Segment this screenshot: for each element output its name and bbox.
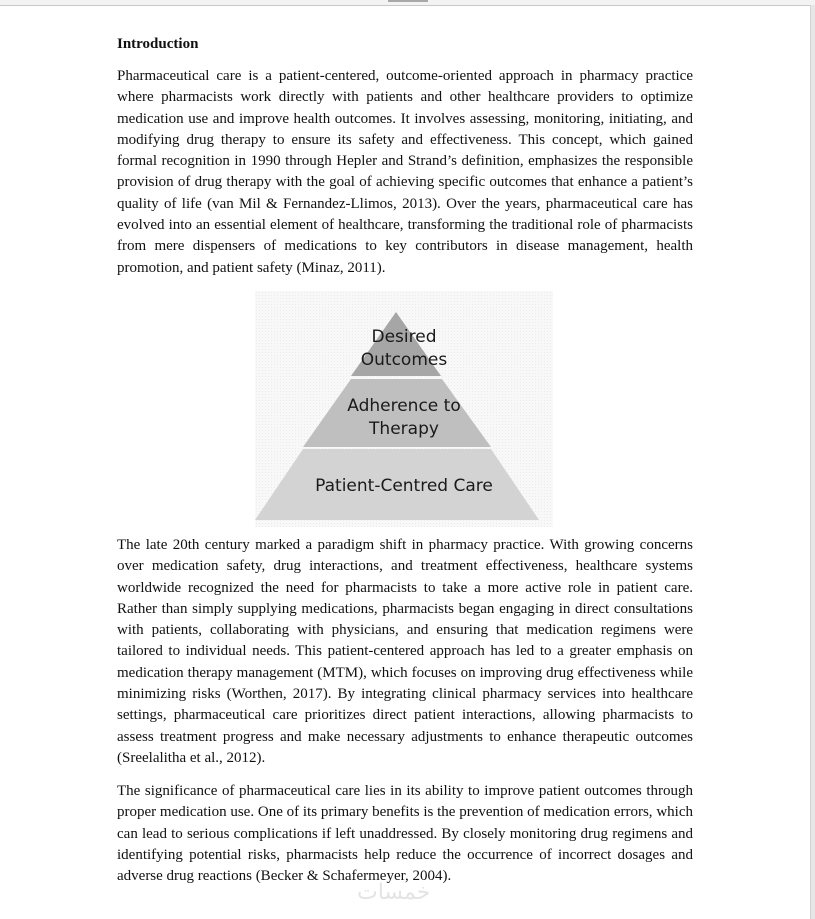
paragraph-paradigm-shift: The late 20th century marked a paradigm shift in pharmacy practice. With growing concerns over medication safety, drug interactions, and treatment effectiveness, healthcare systems worldwide recognized the need for pharmacists to take a more active role in patient care. Rather than simply supplying medications, pharmacists began engaging in direct consultations with patients, collaborating with physicians, and ensuring that medication regimens were tailored to individual needs. This patient-centered approach has led to a greater emphasis on medication therapy management (MTM), which focuses on improving drug effectiveness while minimizing risks (Worthen, 2017). By integrating clinical pharmacy services into healthcare settings, pharmaceutical care prioritizes direct patient interactions, allowing pharmacists to assess treatment progress and make necessary adjustments to enhance therapeutic outcomes (Sreelalitha et al., 2012). [117, 537, 693, 766]
page-tab-indicator [388, 0, 428, 2]
pyramid-figure [255, 291, 553, 527]
viewer-right-edge [810, 5, 815, 919]
paragraph-intro: Pharmaceutical care is a patient-centered, outcome-oriented approach in pharmacy practice where pharmacists work directly with patients and other healthcare providers to optimize medication use and improve health outcomes. It involves assessing, monitoring, initiating, and modifying drug therapy to ensure its safety and effectiveness. This concept, which gained formal recognition in 1990 through Hepler and Strand’s definition, emphasizes the responsible provision of drug therapy with the goal of achieving specific outcomes that enhance a patient’s quality of life (van Mil & Fernandez-Llimos, 2013). Over the years, pharmaceutical care has evolved into an essential element of healthcare, transforming the traditional role of pharmacists from mere dispensers of medications to key contributors in disease management, health promotion, and patient safety (Minaz, 2011). [117, 68, 693, 276]
tier-label-patient-centred-care: Patient-Centred Care [315, 476, 493, 496]
document-page [0, 6, 810, 919]
section-heading: Introduction [117, 36, 199, 52]
tier-label-adherence: Adherence to Therapy [347, 396, 461, 439]
tier-label-desired-outcomes: Desired Outcomes [360, 327, 448, 370]
paragraph-significance: The significance of pharmaceutical care lies in its ability to improve patient outcomes through proper medication use. One of its primary benefits is the prevention of medication errors, which can lead to serious complications if left unaddressed. By closely monitoring drug regimens and identifying potential risks, pharmacists help reduce the occurrence of incorrect dosages and adverse drug reactions (Becker & Schafermeyer, 2004). [117, 783, 693, 885]
watermark: خمسات [357, 880, 431, 905]
